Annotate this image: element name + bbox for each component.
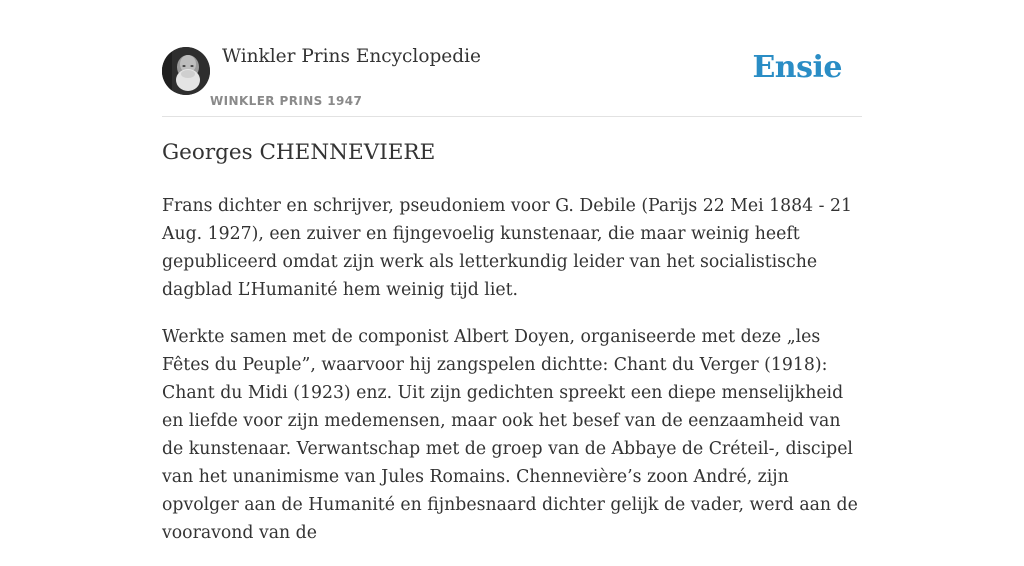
source-edition: WINKLER PRINS 1947	[210, 94, 363, 108]
article-title: Georges CHENNEVIERE	[162, 140, 436, 165]
article-paragraph: Werkte samen met de componist Albert Doyen, organiseerde met deze „les Fêtes du Peuple”, waarvoor hij zangspelen dichtte: Chant du Verger (1918): Chant du Midi (1923) enz. Uit zijn gedichten spreekt een diepe menselijkheid en liefde voor zijn medemensen, maar ook het besef van de eenzaamheid van de kunstenaar. Verwantschap met de groep van de Abbaye de Créteil-, discipel van het unanimisme van Jules Romains. Chennevière’s zoon André, zijn opvolger aan de Humanité en fijnbesnaard dichter gelijk de vader, werd aan de vooravond van de	[162, 327, 858, 543]
portrait-icon	[162, 47, 210, 95]
site-header	[162, 0, 862, 117]
article-body	[162, 192, 867, 566]
avatar[interactable]	[162, 47, 210, 95]
source-name-link[interactable]: Winkler Prins Encyclopedie	[222, 46, 481, 67]
page	[162, 0, 862, 543]
brand-logo[interactable]: Ensie	[752, 50, 842, 85]
article-paragraph: Frans dichter en schrijver, pseudoniem voor G. Debile (Parijs 22 Mei 1884 - 21 Aug. 1927), een zuiver en fijngevoelig kunstenaar, die maar weinig heeft gepubliceerd omdat zijn werk als letterkundig leider van het socialistische dagblad L’Humanité hem weinig tijd liet.	[162, 196, 852, 300]
